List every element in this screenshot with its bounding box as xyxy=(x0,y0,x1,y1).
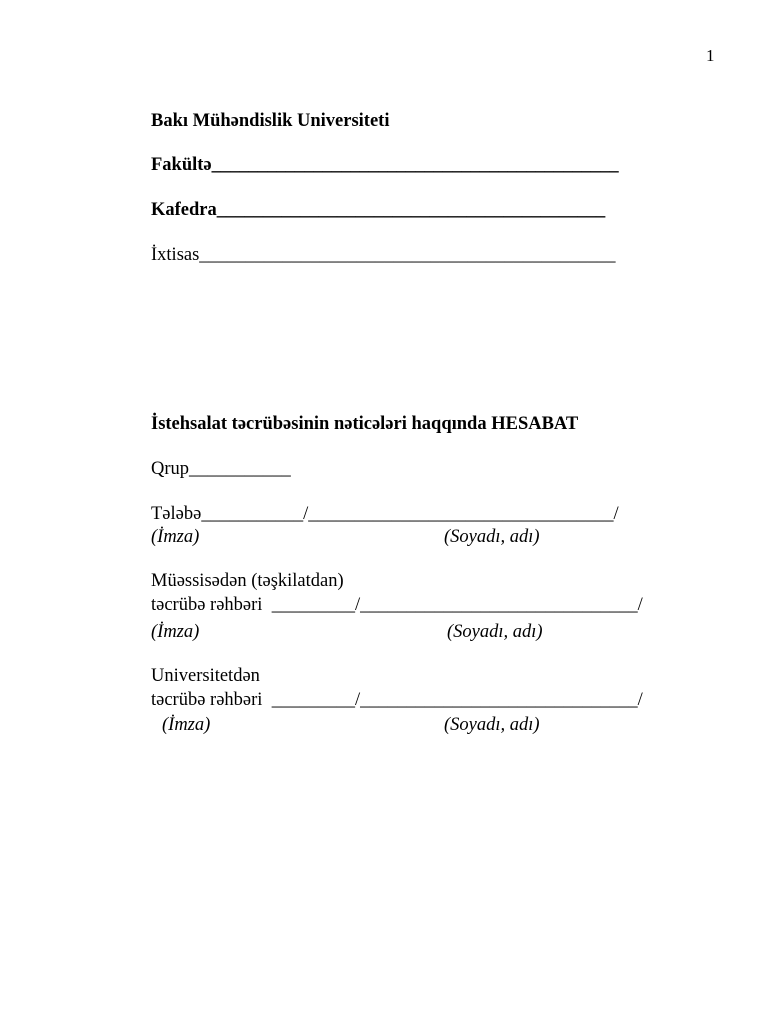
org-name-label: (Soyadı, adı) xyxy=(447,622,543,642)
student-signature-row: Tələbə___________/_________________________________/ xyxy=(151,504,619,524)
university-name: Bakı Mühəndislik Universiteti xyxy=(151,111,390,131)
uni-name-label: (Soyadı, adı) xyxy=(444,715,540,735)
uni-supervisor-line1: Universitetdən xyxy=(151,666,260,686)
uni-signature-label: (İmza) xyxy=(162,715,211,735)
page-number: 1 xyxy=(706,46,715,65)
group-field: Qrup___________ xyxy=(151,459,291,479)
specialty-field: İxtisas_____________________________________________ xyxy=(151,245,616,265)
faculty-field: Fakültə____________________________________________ xyxy=(151,155,619,175)
org-supervisor-line1: Müəssisədən (təşkilatdan) xyxy=(151,571,344,591)
student-name-label: (Soyadı, adı) xyxy=(444,527,540,547)
student-signature-label: (İmza) xyxy=(151,527,200,547)
org-supervisor-row: təcrübə rəhbəri _________/______________________________/ xyxy=(151,595,643,615)
uni-supervisor-row: təcrübə rəhbəri _________/______________________________/ xyxy=(151,690,643,710)
report-title: İstehsalat təcrübəsinin nəticələri haqqında HESABAT xyxy=(151,414,579,434)
department-field: Kafedra__________________________________________ xyxy=(151,200,606,220)
org-signature-label: (İmza) xyxy=(151,622,200,642)
